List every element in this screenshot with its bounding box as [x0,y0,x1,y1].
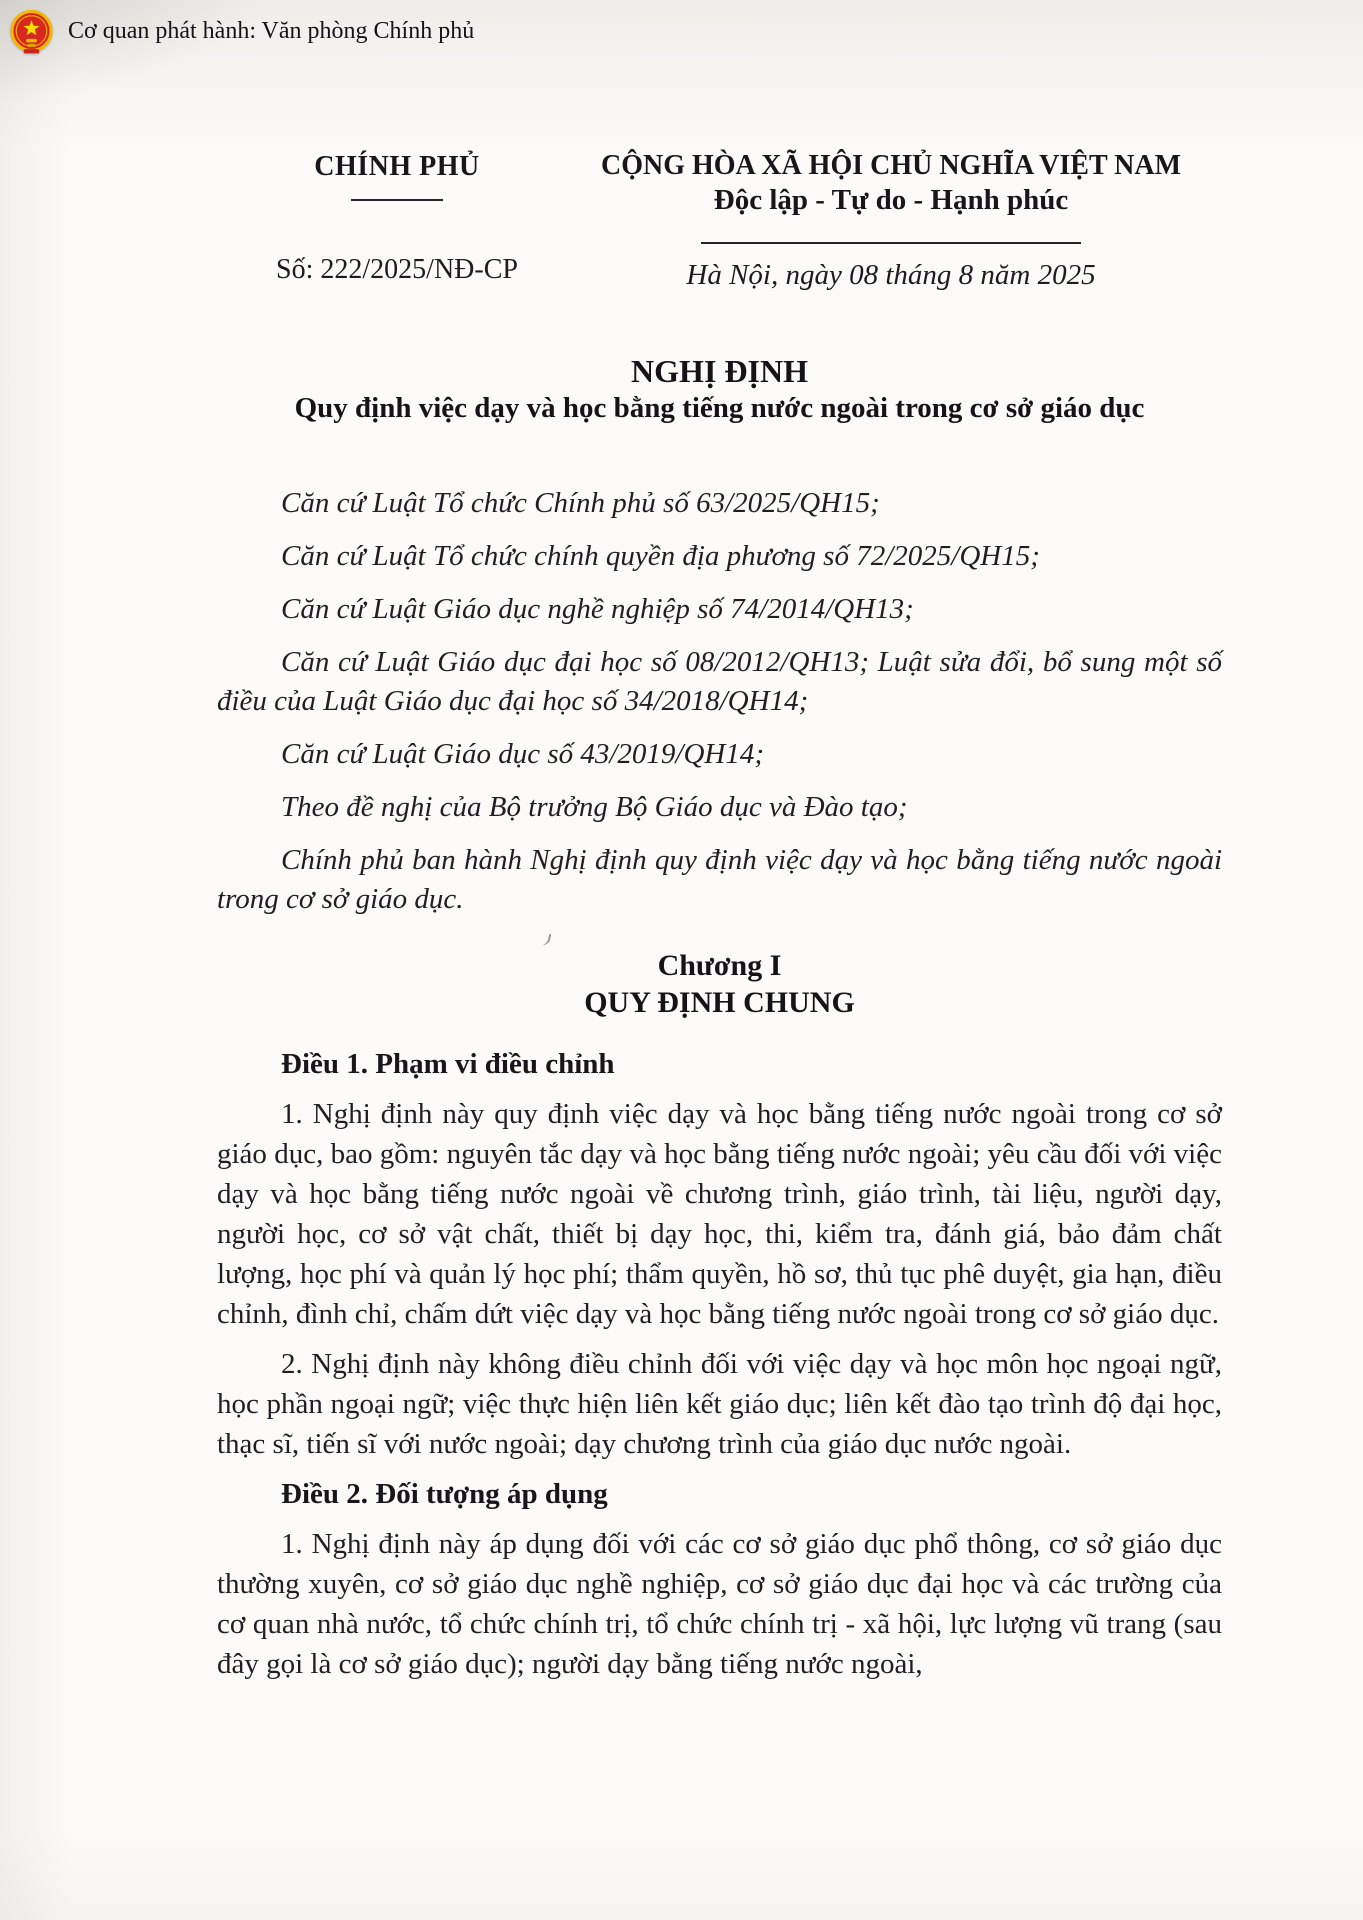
preamble-line: Căn cứ Luật Giáo dục số 43/2019/QH14; [281,738,765,770]
chapter-heading [217,947,1222,1021]
chapter-number: Chương I [657,949,782,982]
issuing-org: CHÍNH PHỦ [314,151,480,182]
preamble-line: Căn cứ Luật Tổ chức Chính phủ số 63/2025/QH15; [281,487,880,519]
vietnam-national-emblem-icon [8,8,55,55]
article-2-heading: Điều 2. Đối tượng áp dụng [281,1478,608,1510]
chapter-title: QUY ĐỊNH CHUNG [584,986,855,1019]
header-right-block [598,150,1184,292]
preamble-line: Chính phủ ban hành Nghị định quy định việc dạy và học bằng tiếng nước ngoài trong cơ sở giáo dục. [217,844,1222,915]
preamble-line: Theo đề nghị của Bộ trưởng Bộ Giáo dục và Đào tạo; [281,791,908,823]
national-title: CỘNG HÒA XÃ HỘI CHỦ NGHĨA VIỆT NAM [600,150,1182,181]
doc-subject-title: Quy định việc dạy và học bằng tiếng nước ngoài trong cơ sở giáo dục [294,392,1145,424]
article-1-paragraph-1: 1. Nghị định này quy định việc dạy và học bằng tiếng nước ngoài trong cơ sở giáo dục, bao gồm: nguyên tắc dạy và học bằng tiếng nước ngoài; yêu cầu đối với việc dạy và học bằng tiếng nước ngoài về chương trình, giáo trình, tài liệu, người dạy, người học, cơ sở vật chất, thiết bị dạy học, thi, kiểm tra, đánh giá, bảo đảm chất lượng, học phí và quản lý học phí; thẩm quyền, hồ sơ, thủ tục phê duyệt, gia hạn, điều chỉnh, đình chỉ, chấm dứt việc dạy và học bằng tiếng nước ngoài trong cơ sở giáo dục. [217,1098,1222,1330]
header-left-block [217,150,577,287]
motto-underline [701,242,1081,244]
issuer-label: Cơ quan phát hành: Văn phòng Chính phủ [68,18,475,44]
doc-type-title: NGHỊ ĐỊNH [631,353,808,389]
national-motto: Độc lập - Tự do - Hạnh phúc [713,184,1069,216]
preamble-line: Căn cứ Luật Tổ chức chính quyền địa phương số 72/2025/QH15; [281,540,1040,572]
article-2-paragraph-1: 1. Nghị định này áp dụng đối với các cơ sở giáo dục phổ thông, cơ sở giáo dục thường xuyên, cơ sở giáo dục nghề nghiệp, cơ sở giáo dục đại học và các trường của cơ quan nhà nước, tổ chức chính trị, tổ chức chính trị - xã hội, lực lượng vũ trang (sau đây gọi là cơ sở giáo dục); người dạy bằng tiếng nước ngoài, [217,1528,1222,1680]
org-underline [351,199,443,201]
place-date: Hà Nội, ngày 08 tháng 8 năm 2025 [686,259,1096,291]
issuer-bar [8,8,474,55]
preamble-line: Căn cứ Luật Giáo dục đại học số 08/2012/QH13; Luật sửa đổi, bổ sung một số điều của Luật Giáo dục đại học số 34/2018/QH14; [217,646,1222,717]
article-1-heading: Điều 1. Phạm vi điều chỉnh [281,1048,615,1080]
document-body [217,353,1222,1694]
legal-preamble [217,484,1222,919]
article-1-paragraph-2: 2. Nghị định này không điều chỉnh đối với việc dạy và học môn học ngoại ngữ, học phần ngoại ngữ; việc thực hiện liên kết giáo dục; liên kết đào tạo trình độ đại học, thạc sĩ, tiến sĩ với nước ngoài; dạy chương trình của giáo dục nước ngoài. [217,1348,1222,1460]
preamble-line: Căn cứ Luật Giáo dục nghề nghiệp số 74/2014/QH13; [281,593,914,625]
doc-number: Số: 222/2025/NĐ-CP [276,254,518,285]
